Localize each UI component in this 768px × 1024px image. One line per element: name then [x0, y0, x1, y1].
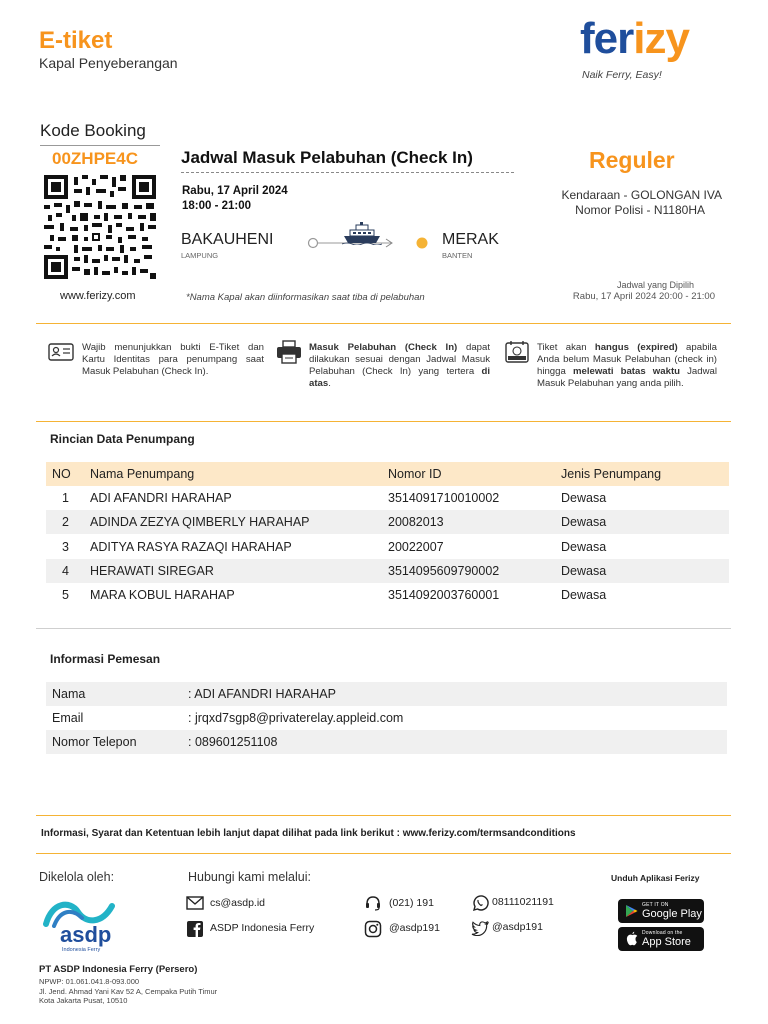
row-id: 3514095609790002 [388, 564, 500, 578]
col-type: Jenis Penumpang [561, 467, 662, 481]
apple-icon [626, 931, 638, 946]
row-id: 20082013 [388, 515, 444, 529]
divider [36, 853, 731, 854]
chosen-schedule-value: Rabu, 17 April 2024 20:00 - 21:00 [572, 291, 715, 302]
row-type: Dewasa [561, 491, 607, 505]
table-row [46, 559, 729, 583]
notice-expired-bold2: melewati batas waktu [572, 366, 680, 377]
notice-check-in-end: . [328, 378, 331, 389]
email-icon [186, 896, 204, 910]
schedule-heading: Jadwal Masuk Pelabuhan (Check In) [181, 148, 473, 167]
schedule-heading-underline [181, 172, 514, 173]
row-id: 3514092003760001 [388, 588, 500, 602]
ferry-ship-icon [342, 221, 382, 245]
asdp-subtitle: Indonesia Ferry [62, 947, 101, 953]
terms-link-text: Informasi, Syarat dan Ketentuan lebih lanjut dapat dilihat pada link berikut : www.ferizy.com/termsandconditions [41, 828, 576, 839]
schedule-time: 18:00 - 21:00 [182, 200, 252, 212]
contact-email[interactable]: cs@asdp.id [210, 897, 266, 909]
booking-label: Kode Booking [40, 121, 146, 140]
table-row [46, 510, 729, 534]
row-type: Dewasa [561, 515, 607, 529]
divider [36, 421, 731, 422]
col-id: Nomor ID [388, 467, 442, 481]
table-row [46, 535, 729, 559]
asdp-wordmark: asdp [60, 922, 112, 947]
download-app-label: Unduh Aplikasi Ferizy [611, 873, 700, 883]
divider [36, 815, 731, 816]
app-store-small-text: Download on the [642, 930, 683, 936]
order-value: : ADI AFANDRI HARAHAP [188, 687, 336, 701]
col-no: NO [52, 467, 71, 481]
destination-province: BANTEN [442, 251, 473, 260]
ticket-subtitle: Kapal Penyeberangan [39, 55, 178, 71]
google-play-button[interactable] [618, 899, 704, 923]
booking-website: www.ferizy.com [60, 290, 136, 302]
table-row [46, 486, 729, 510]
divider [36, 628, 731, 629]
row-type: Dewasa [561, 564, 607, 578]
whatsapp-icon [471, 894, 489, 912]
row-name: HERAWATI SIREGAR [90, 564, 214, 578]
contact-label: Hubungi kami melalui: [188, 870, 311, 884]
row-type: Dewasa [561, 588, 607, 602]
company-name: PT ASDP Indonesia Ferry (Persero) [39, 964, 198, 975]
notice-expired-text2: apabila Anda belum Masuk Pelabuhan (check in) hingga [537, 342, 718, 377]
contact-facebook[interactable]: ASDP Indonesia Ferry [210, 922, 315, 934]
contact-whatsapp[interactable]: 08111021191 [492, 896, 554, 908]
order-value: : 089601251108 [188, 735, 278, 749]
table-row [46, 583, 729, 607]
ferizy-logo [580, 14, 740, 81]
ferizy-tagline: Naik Ferry, Easy! [582, 69, 662, 81]
ship-name-note: *Nama Kapal akan diinformasikan saat tiba di pelabuhan [186, 292, 425, 303]
app-store-big-text: App Store [642, 936, 691, 948]
notice-check-in-bold: Masuk Pelabuhan (Check In) [309, 342, 458, 353]
app-store-button[interactable] [618, 927, 704, 951]
notice-check-in-text: dapat dilakukan sesuai dengan Jadwal Masuk Pelabuhan (Check In) yang tertera [309, 342, 490, 377]
col-name: Nama Penumpang [90, 467, 195, 481]
notice-check-in [309, 342, 490, 390]
booking-label-underline [40, 145, 160, 146]
row-no: 5 [62, 588, 69, 602]
company-npwp: NPWP: 01.061.041.8-093.000 [39, 977, 140, 986]
notice-expired-text3: Jadwal Masuk Pelabuhan yang anda pilih. [537, 366, 717, 389]
notice-check-in-bold2: di atas [309, 366, 490, 389]
ferizy-brand: ferizy [580, 14, 689, 63]
twitter-icon [471, 921, 489, 936]
notice-expired [537, 342, 717, 390]
divider [36, 323, 731, 324]
order-row-email [46, 706, 727, 730]
passenger-table-header [46, 462, 729, 486]
qr-code [44, 175, 156, 279]
destination-port: MERAK [442, 231, 499, 248]
expired-calendar-icon [504, 340, 530, 364]
service-class: Reguler [589, 147, 675, 173]
row-name: ADITYA RASYA RAZAQI HARAHAP [90, 540, 292, 554]
printer-icon [276, 340, 302, 364]
row-name: MARA KOBUL HARAHAP [90, 588, 235, 602]
order-row-phone [46, 730, 727, 754]
schedule-date: Rabu, 17 April 2024 [182, 185, 288, 197]
vehicle-class: Kendaraan - GOLONGAN IVA [561, 188, 722, 202]
row-no: 3 [62, 540, 69, 554]
contact-phone[interactable]: (021) 191 [389, 897, 434, 909]
row-no: 1 [62, 491, 69, 505]
chosen-schedule-label: Jadwal yang Dipilih [616, 280, 694, 290]
managed-by-label: Dikelola oleh: [39, 870, 115, 884]
order-value: : jrqxd7sgp8@privaterelay.appleid.com [188, 711, 404, 725]
company-address-2: Kota Jakarta Pusat, 10510 [39, 996, 128, 1005]
order-section-title: Informasi Pemesan [50, 652, 161, 666]
row-name: ADI AFANDRI HARAHAP [90, 491, 232, 505]
booking-code: 00ZHPE4C [52, 149, 138, 168]
notice-expired-text1: Tiket akan [537, 342, 595, 353]
contact-instagram[interactable]: @asdp191 [389, 922, 440, 934]
passenger-section-title: Rincian Data Penumpang [50, 432, 195, 446]
vehicle-plate: Nomor Polisi - N1180HA [575, 203, 705, 217]
order-row-name [46, 682, 727, 706]
headset-icon [364, 894, 382, 912]
facebook-icon [186, 920, 204, 938]
google-play-big-text: Google Play [642, 908, 702, 920]
contact-twitter[interactable]: @asdp191 [492, 921, 543, 933]
id-card-icon [48, 342, 74, 362]
row-id: 20022007 [388, 540, 444, 554]
google-play-small-text: GET IT ON [642, 902, 669, 908]
row-type: Dewasa [561, 540, 607, 554]
company-address-1: Jl. Jend. Ahmad Yani Kav 52 A, Cempaka Putih Timur [39, 987, 218, 996]
order-label: Email [52, 711, 84, 725]
row-no: 2 [62, 515, 69, 529]
instagram-icon [364, 920, 382, 938]
google-play-icon [625, 904, 638, 918]
notice-expired-bold: hangus (expired) [594, 342, 678, 353]
origin-port: BAKAUHENI [181, 231, 274, 248]
ticket-title: E-tiket [39, 27, 113, 54]
order-label: Nomor Telepon [52, 735, 137, 749]
origin-province: LAMPUNG [181, 251, 219, 260]
row-no: 4 [62, 564, 69, 578]
asdp-logo [40, 896, 130, 956]
order-label: Nama [52, 687, 86, 701]
row-id: 3514091710010002 [388, 491, 500, 505]
row-name: ADINDA ZEZYA QIMBERLY HARAHAP [90, 515, 310, 529]
notice-id-card: Wajib menunjukkan bukti E-Tiket dan Kartu Identitas para penumpang saat Masuk Pelabuhan (Check In). [82, 342, 264, 377]
